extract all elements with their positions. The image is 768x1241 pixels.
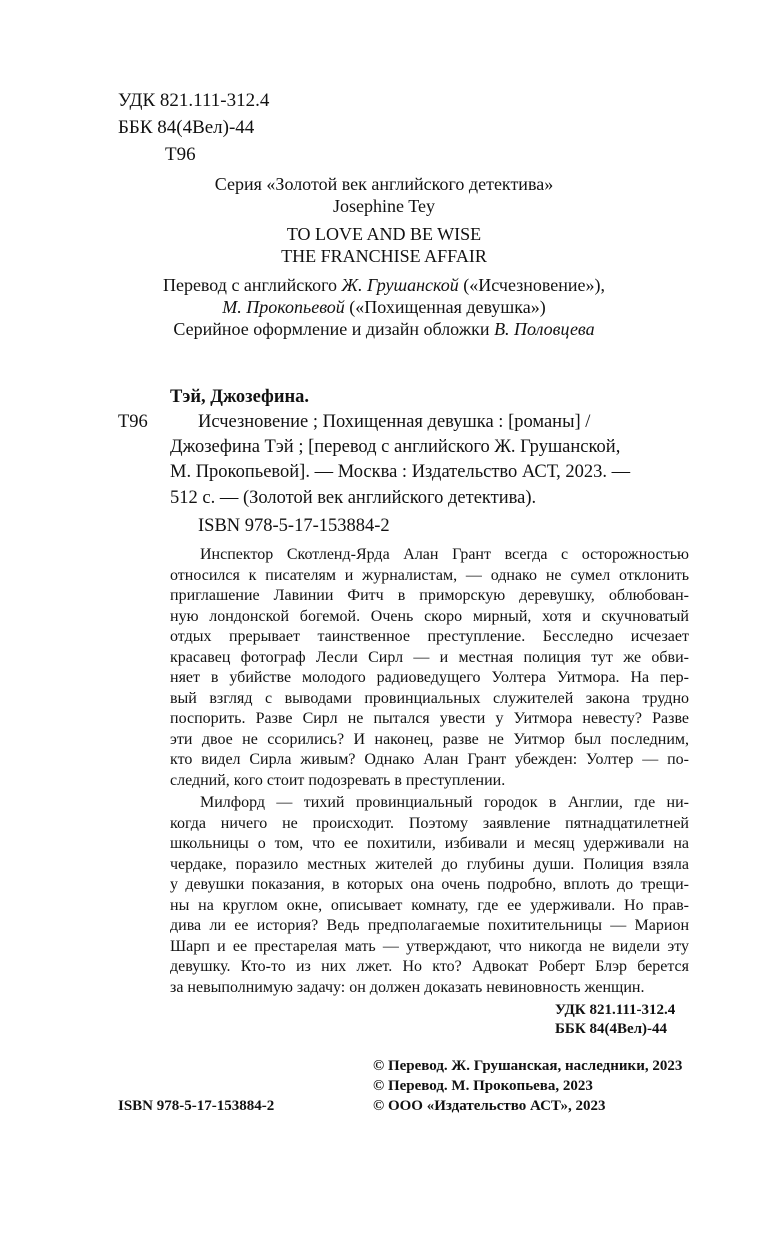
- text-line: ную лондонской богемой. Очень скоро мирный, хотя и скучноватый: [170, 607, 689, 625]
- series-line: Серия «Золотой век английского детектива»: [214, 174, 554, 194]
- original-title-2: THE FRANCHISE AFFAIR: [281, 246, 487, 266]
- footer-isbn: ISBN 978-5-17-153884-2: [118, 1098, 275, 1114]
- footer-udk: УДК 821.111-312.4: [555, 1002, 676, 1018]
- credits-text: Перевод с английского: [162, 275, 342, 295]
- bib-line-3: М. Прокопьевой]. — Москва : Издательство АСТ, 2023. —: [170, 462, 631, 482]
- annotation-paragraph-2: [170, 793, 689, 998]
- text-line: за невыполнимую задачу: он должен доказать невиновность женщин.: [170, 978, 645, 996]
- text-line: приглашение Лавинии Фитч в приморскую деревушку, облюбован-: [170, 587, 689, 604]
- text-line: чердаке, поразило местных жителей до глубины души. Полиция взяла: [170, 855, 689, 873]
- original-title-1: TO LOVE AND BE WISE: [286, 224, 482, 244]
- text-line: относился к писателям и журналистам, — однако не сумел отклонить: [170, 566, 689, 584]
- bib-heading: Тэй, Джозефина.: [170, 387, 310, 407]
- bib-line-4: 512 с. — (Золотой век английского детектива).: [170, 488, 537, 508]
- bib-line-1: Исчезновение ; Похищенная девушка : [романы] /: [198, 412, 591, 432]
- designer-name: В. Половцева: [494, 319, 595, 339]
- text-line: вый взгляд с выводами провинциальных служителей закона трудно: [170, 689, 689, 707]
- text-line: дива ли ее история? Ведь предполагаемые похитительницы — Марион: [170, 917, 689, 934]
- text-line: эти двое не ссорились? И наконец, разве не Уитмор был последним,: [170, 730, 689, 748]
- original-author: Josephine Tey: [333, 196, 435, 216]
- credits-line-1: [0, 274, 768, 296]
- credits-text: («Похищенная девушка»): [344, 297, 546, 317]
- text-line: у девушки показания, в которых она очень подробно, вплоть до трещи-: [170, 876, 689, 893]
- text-line: девушку. Кто-то из них лжет. Но кто? Адвокат Роберт Блэр берется: [170, 958, 689, 975]
- text-line: отдых прерывает таинственное преступление. Бесследно исчезает: [170, 628, 689, 645]
- text-line: Шарп и ее престарелая мать — утверждают, что никогда не видели эту: [170, 937, 689, 955]
- text-line: школьницы о том, что ее похитили, избивали и месяц удерживали на: [170, 835, 689, 852]
- copyright-3: © ООО «Издательство АСТ», 2023: [373, 1098, 606, 1114]
- text-line: Милфорд — тихий провинциальный городок в Англии, где ни-: [200, 794, 689, 811]
- annotation-paragraph-1: [170, 545, 689, 791]
- credits-line-3: [0, 318, 768, 340]
- bib-mark: Т96: [118, 412, 148, 432]
- bib-line-2: Джозефина Тэй ; [перевод с английского Ж. Грушанской,: [170, 437, 621, 457]
- text-line: Инспектор Скотленд-Ярда Алан Грант всегда с осторожностью: [200, 546, 689, 563]
- author-mark: Т96: [165, 144, 196, 165]
- text-line: поспорить. Разве Сирл не пытался увести у Уитмора невесту? Разве: [170, 710, 689, 727]
- bbk-code: ББК 84(4Вел)-44: [118, 117, 255, 138]
- bib-isbn: ISBN 978-5-17-153884-2: [198, 516, 390, 536]
- text-line: ны на круглом окне, описывает комнату, где ее удерживали. Но прав-: [170, 896, 689, 914]
- copyright-2: © Перевод. М. Прокопьева, 2023: [373, 1078, 593, 1094]
- footer-bbk: ББК 84(4Вел)-44: [555, 1021, 668, 1037]
- credits-text: («Исчезновение»),: [458, 275, 606, 295]
- copyright-1: © Перевод. Ж. Грушанская, наследники, 2023: [373, 1058, 683, 1074]
- text-line: когда ничего не происходит. Поэтому заявление пятнадцатилетней: [170, 814, 689, 832]
- text-line: следний, кого стоит подозревать в преступлении.: [170, 771, 506, 789]
- udk-code: УДК 821.111-312.4: [118, 90, 270, 111]
- credits-line-2: [0, 296, 768, 318]
- text-line: красавец фотограф Лесли Сирл — и местная полиция тут же обви-: [170, 648, 689, 666]
- translator-name: М. Прокопьевой: [222, 297, 345, 317]
- text-line: няет в убийстве молодого радиоведущего Уолтера Уитмора. На пер-: [170, 669, 689, 686]
- translator-name: Ж. Грушанской: [341, 275, 459, 295]
- text-line: кто видел Сирла живым? Однако Алан Грант убежден: Уолтер — по-: [170, 751, 689, 768]
- credits-text: Серийное оформление и дизайн обложки: [173, 319, 495, 339]
